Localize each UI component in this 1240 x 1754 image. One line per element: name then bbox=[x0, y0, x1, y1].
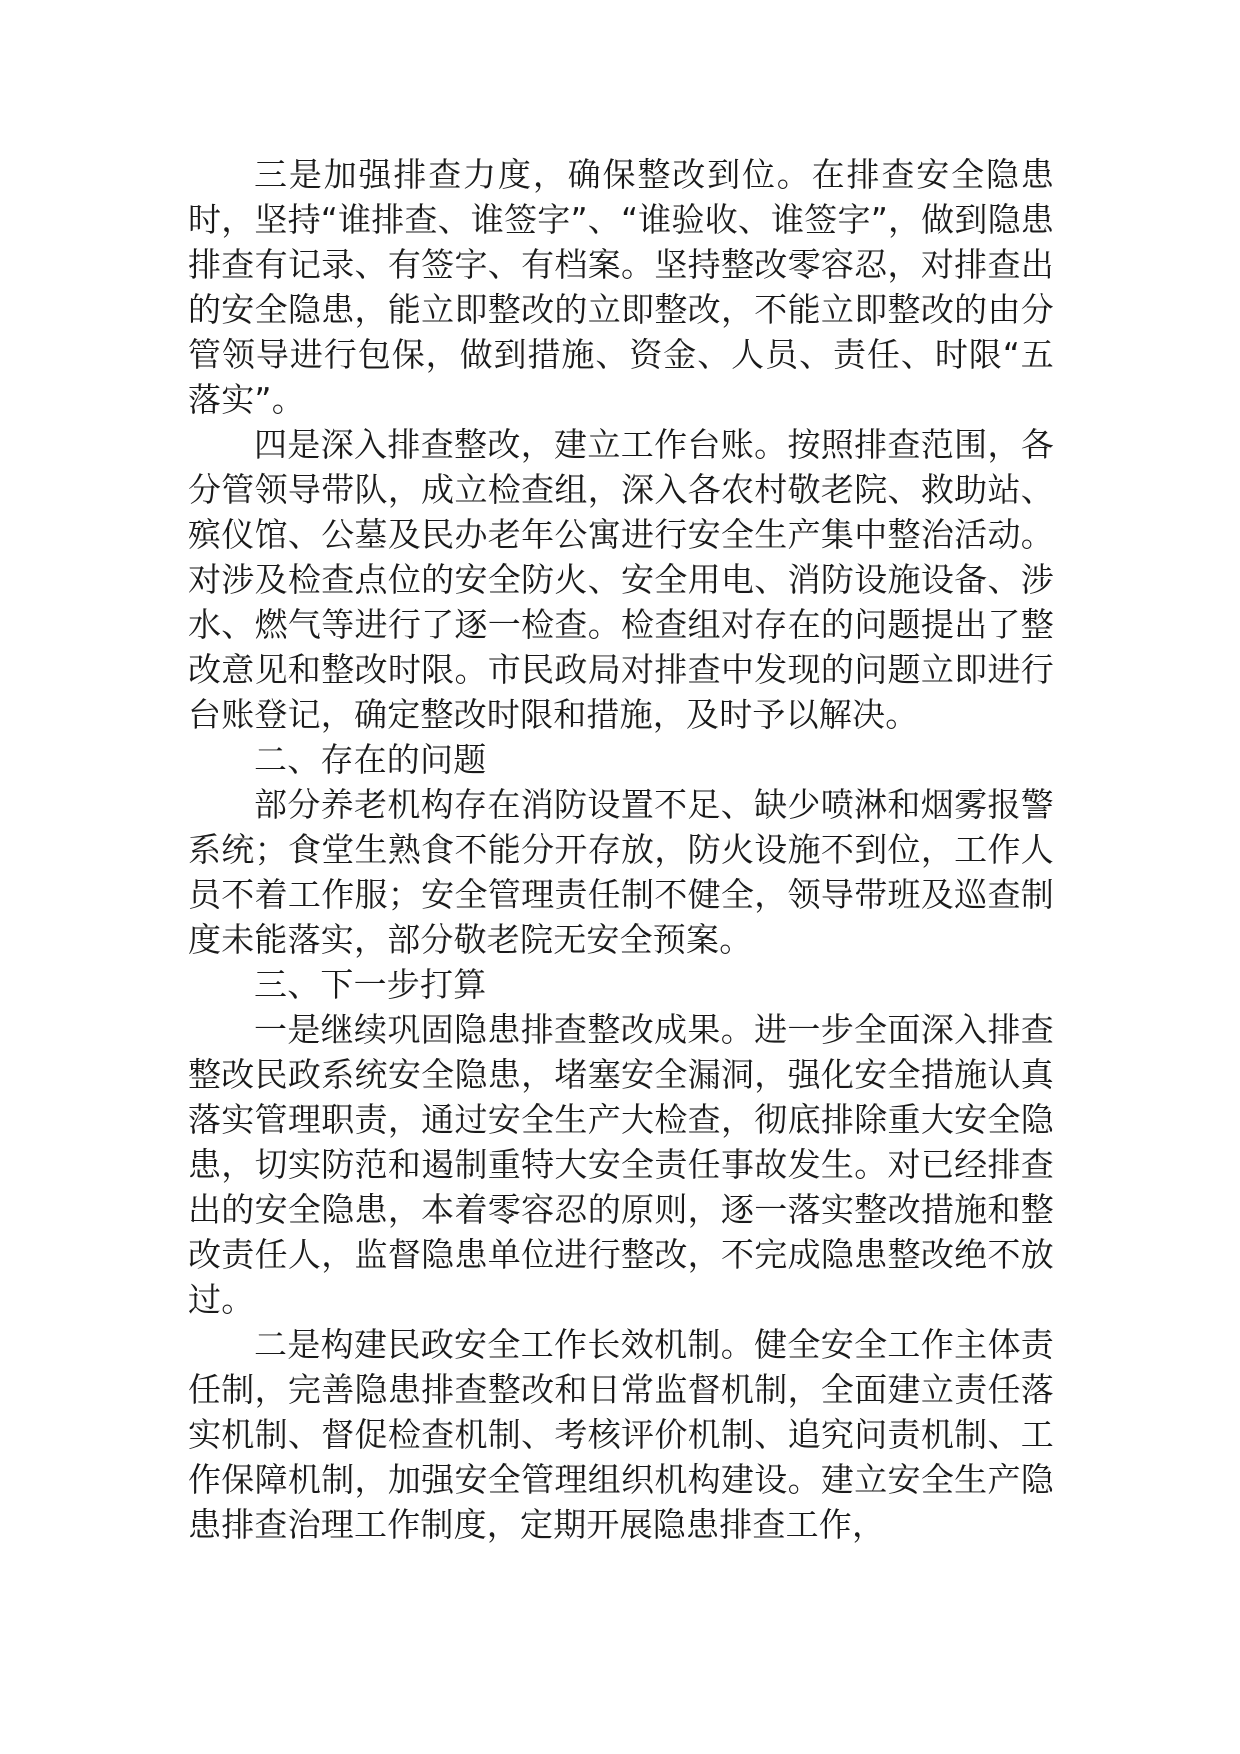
paragraph-long-term-mechanism: 二是构建民政安全工作长效机制。健全安全工作主体责任制，完善隐患排查整改和日常监督机制，全面建立责任落实机制、督促检查机制、考核评价机制、追究问责机制、工作保障机制，加强安全管理组织机构建设。建立安全生产隐患排查治理工作制度，定期开展隐患排查工作， bbox=[188, 1325, 1054, 1544]
paragraph-consolidate-results: 一是继续巩固隐患排查整改成果。进一步全面深入排查整改民政系统安全隐患，堵塞安全漏洞，强化安全措施认真落实管理职责，通过安全生产大检查，彻底排除重大安全隐患，切实防范和遏制重特大安全责任事故发生。对已经排查出的安全隐患，本着零容忍的原则，逐一落实整改措施和整改责任人，监督隐患单位进行整改，不完成隐患整改绝不放过。 bbox=[188, 1010, 1054, 1319]
section-heading-next-steps: 三、下一步打算 bbox=[254, 965, 487, 1004]
paragraph-problems: 部分养老机构存在消防设置不足、缺少喷淋和烟雾报警系统；食堂生熟食不能分开存放，防火设施不到位，工作人员不着工作服；安全管理责任制不健全，领导带班及巡查制度未能落实，部分敬老院无安全预案。 bbox=[188, 785, 1054, 959]
paragraph-check-efforts: 三是加强排查力度，确保整改到位。在排查安全隐患时，坚持“谁排查、谁签字”、“谁验收、谁签字”，做到隐患排查有记录、有签字、有档案。坚持整改零容忍，对排查出的安全隐患，能立即整改的立即整改，不能立即整改的由分管领导进行包保，做到措施、资金、人员、责任、时限“五落实”。 bbox=[188, 155, 1054, 419]
document-page bbox=[188, 152, 1054, 1547]
paragraph-rectification-ledger: 四是深入排查整改，建立工作台账。按照排查范围，各分管领导带队，成立检查组，深入各农村敬老院、救助站、殡仪馆、公墓及民办老年公寓进行安全生产集中整治活动。对涉及检查点位的安全防火、安全用电、消防设施设备、涉水、燃气等进行了逐一检查。检查组对存在的问题提出了整改意见和整改时限。市民政局对排查中发现的问题立即进行台账登记，确定整改时限和措施，及时予以解决。 bbox=[188, 425, 1054, 734]
section-heading-problems: 二、存在的问题 bbox=[254, 740, 487, 779]
